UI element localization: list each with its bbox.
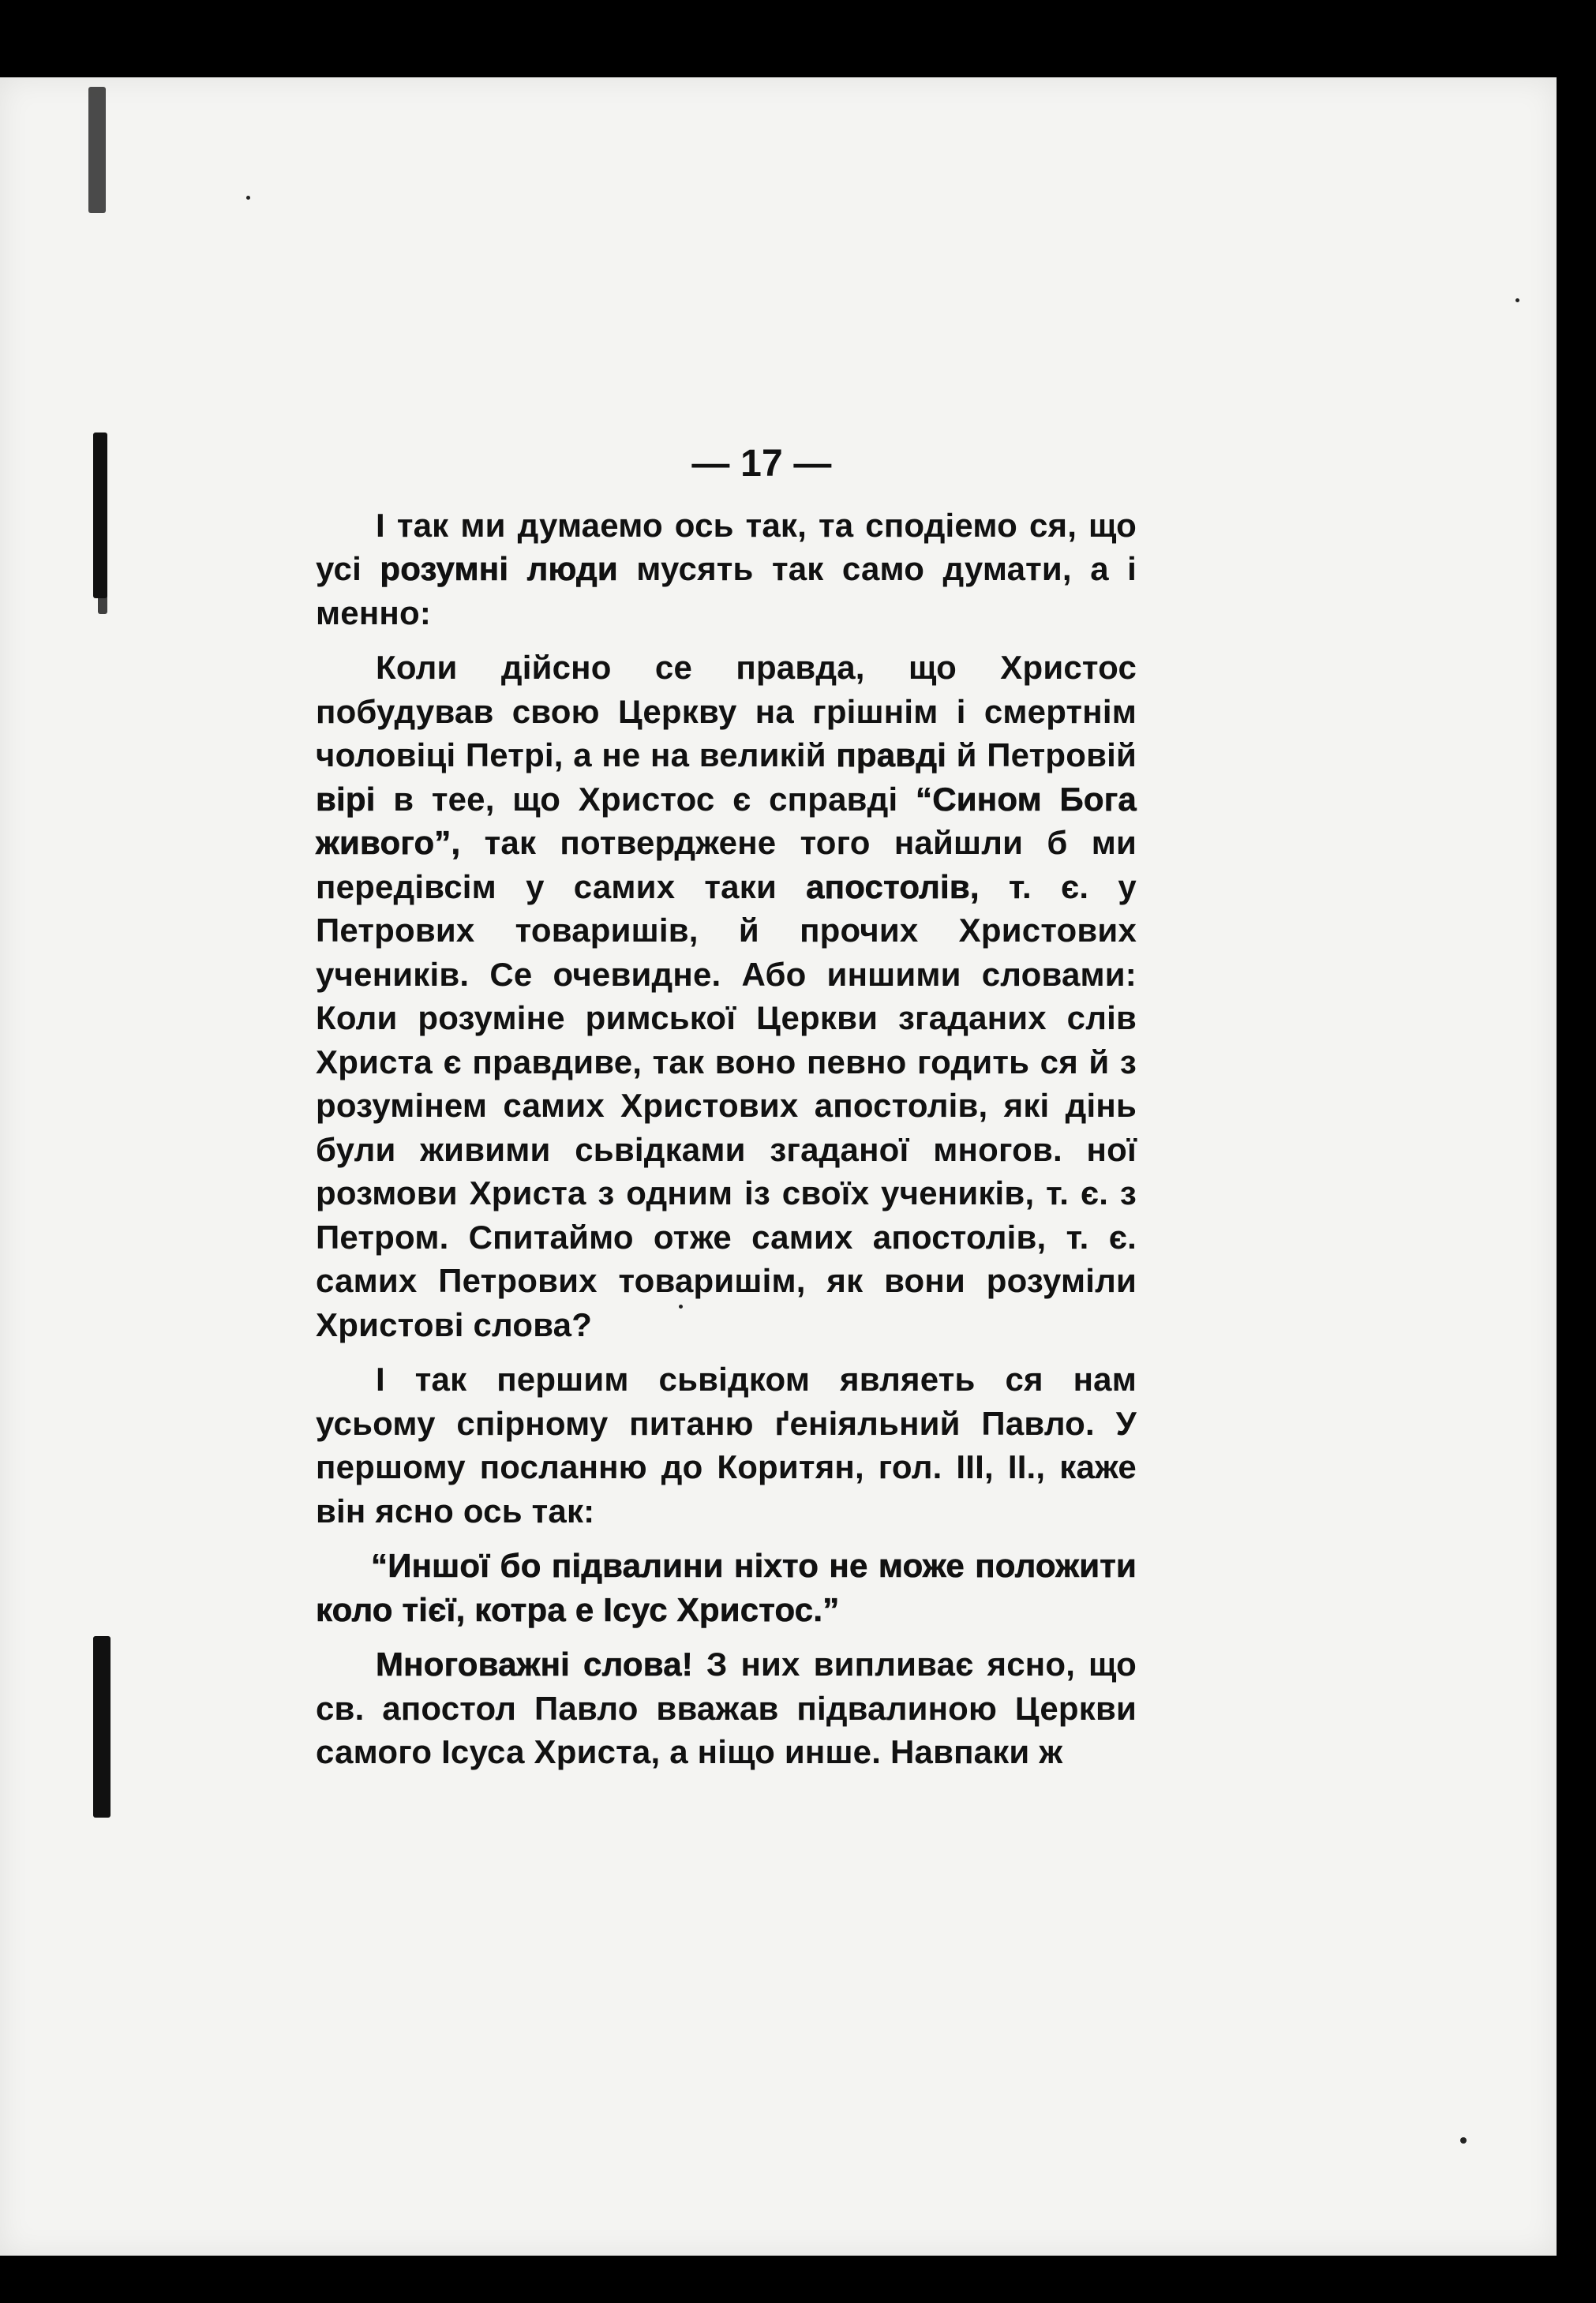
body-text: І так ми думаемо ось так, та сподіемо ся, що усі xyxy=(316,506,1137,587)
margin-mark-bottom xyxy=(93,1636,111,1818)
body-text: Коли дійсно се правда, що Христос побудував свою Церкву на грішнім і смертнім чоловіці Петрі, а не на великій xyxy=(316,649,1137,773)
speck xyxy=(1515,298,1519,302)
emphasis-text: апостолів, xyxy=(806,867,980,905)
body-text: т. є. у Петрових товаришів, й прочих Христових учеників. Се очевидне. Або иншими словами: Коли розуміне римської Церкви згаданих слів Христа є правдиве, так воно певно годить ся й з розумінем самих Христових апостолів, які дінь були живими сьвідками згаданої многов. ної розмови Христа з одним із своїх учеників, т. є. з Петром. Спитаймо отже самих апостолів, т. є. самих Петрових товаришім, як вони розуміли Христові слова? xyxy=(316,867,1137,1343)
emphasis-text: Многоважні слова! xyxy=(376,1646,693,1683)
body-text: так потверджене того найшли б ми передівсім у самих таки xyxy=(316,824,1137,905)
emphasis-text: вірі xyxy=(316,780,376,818)
quote-paragraph xyxy=(316,1544,1137,1631)
body-text: мусять так само думати, а і менно: xyxy=(316,550,1137,631)
body-text: З них випливає ясно, що св. апостол Павло вважав підвалиною Церкви самого Ісуса Христа, а ніщо инше. Навпаки ж xyxy=(316,1646,1137,1770)
body-text: й Петровій xyxy=(946,736,1137,773)
page-text xyxy=(316,442,1137,1785)
emphasis-text: розумні люди xyxy=(380,550,618,587)
emphasis-text: “Сином Бога живого”, xyxy=(316,780,1137,861)
paragraph xyxy=(316,504,1137,635)
body-text: в тее, що Христос є справді xyxy=(375,780,916,818)
margin-mark-lower xyxy=(98,527,107,614)
emphasis-text: правді xyxy=(836,736,947,773)
margin-mark-top xyxy=(88,87,106,213)
paragraphs xyxy=(316,504,1137,1774)
body-text: І так першим сьвідком являеть ся нам усьому спірному питаню ґеніяльний Павло. У першому посланню до Коритян, гол. ІІІ, ІІ., каже він ясно ось так: xyxy=(316,1361,1137,1530)
page-number: — 17 — xyxy=(691,443,832,485)
speck xyxy=(246,196,250,200)
emphasis-text: “Иншої бо підвалини ніхто не може положити коло тієї, котра е Ісус Христос.” xyxy=(316,1547,1137,1628)
paragraph xyxy=(316,1357,1137,1533)
paragraph xyxy=(316,1642,1137,1774)
speck xyxy=(1460,2137,1467,2144)
paragraph xyxy=(316,646,1137,1346)
